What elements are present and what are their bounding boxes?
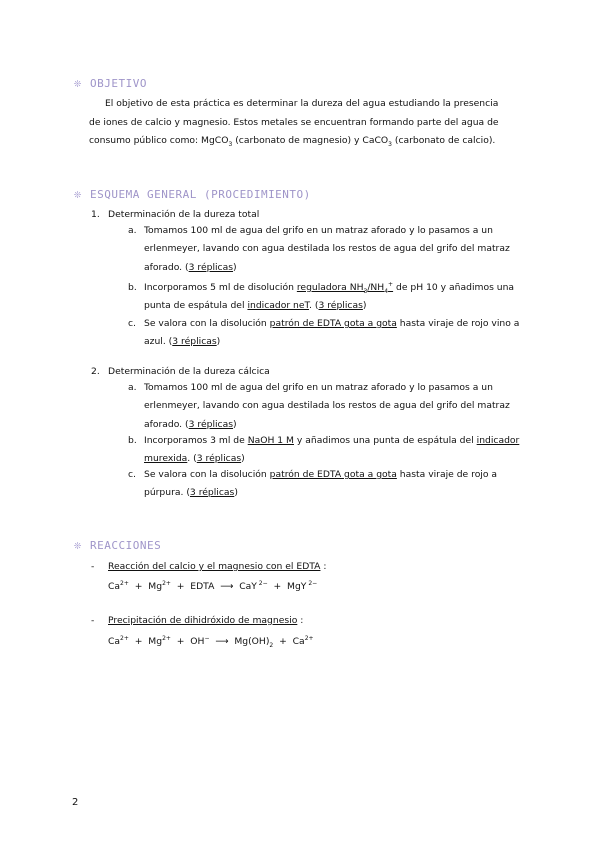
page-number: 2 [72, 797, 79, 808]
reaction-2-title: - Precipitación de dihidróxido de magnesio : [91, 615, 304, 626]
procedure-2b: b. Incorporamos 3 ml de NaOH 1 M y añadimos una punta de espátula del indicador murexida. (3 réplicas) [128, 435, 520, 465]
procedure-1b: b. Incorporamos 5 ml de disolución reguladora $NH_3/NH_4^+$ de pH 10 y añadimos una punta de espátula del indicador neT. (3 réplicas) [128, 280, 515, 312]
arrow-icon: ⟶ [209, 636, 235, 647]
heading-objetivo: ❊ OBJETIVO [74, 76, 147, 90]
heading-esquema: ❊ ESQUEMA GENERAL (PROCEDIMIENTO) [74, 187, 311, 201]
snowflake-icon: ❊ [74, 538, 82, 552]
reaction-1-equation: $Ca^{2+} + Mg^{2+}$ + EDTA ⟶ CaY $^{2-}$ + MgY $^{2-}$ [108, 579, 318, 592]
procedure-item-1: 1. Determinación de la dureza total [91, 209, 260, 220]
snowflake-icon: ❊ [74, 187, 82, 201]
procedure-2a: a. Tomamos 100 ml de agua del grifo en un matraz aforado y lo pasamos a un erlenmeyer, lavando con agua destilada los restos de agua del grifo del matraz aforado. (3 réplicas) [128, 382, 510, 430]
procedure-1c: c. Se valora con la disolución patrón de EDTA gota a gota hasta viraje de rojo vino a azul. (3 réplicas) [128, 318, 520, 348]
procedure-2c: c. Se valora con la disolución patrón de EDTA gota a gota hasta viraje de rojo a púrpura. (3 réplicas) [128, 469, 498, 499]
snowflake-icon: ❊ [74, 76, 82, 90]
arrow-icon: ⟶ [220, 581, 234, 592]
procedure-1a: a. Tomamos 100 ml de agua del grifo en un matraz aforado y lo pasamos a un erlenmeyer, lavando con agua destilada los restos de agua del grifo del matraz aforado. (3 réplicas) [128, 225, 510, 273]
reaction-1-title: - Reacción del calcio y el magnesio con el EDTA : [91, 561, 327, 572]
buffer-reagent: reguladora $NH_3/NH_4^+$ [296, 280, 394, 295]
heading-reacciones: ❊ REACCIONES [74, 538, 162, 552]
procedure-item-2: 2. Determinación de la dureza cálcica [91, 366, 270, 377]
reaction-2-equation: $Ca^{2+} + Mg^{2+} + OH^-$ ⟶ $Mg(OH)_2 + Ca^{2+}$ [108, 634, 314, 649]
objective-paragraph: El objetivo de esta práctica es determinar la dureza del agua estudiando la presencia de iones de calcio y magnesio. Estos metales se encuentran formando parte del agua de consumo público como: MgCO$_3$ (carbonato de magnesio) y CaCO$_3$ (carbonato de calcio). [89, 98, 499, 149]
